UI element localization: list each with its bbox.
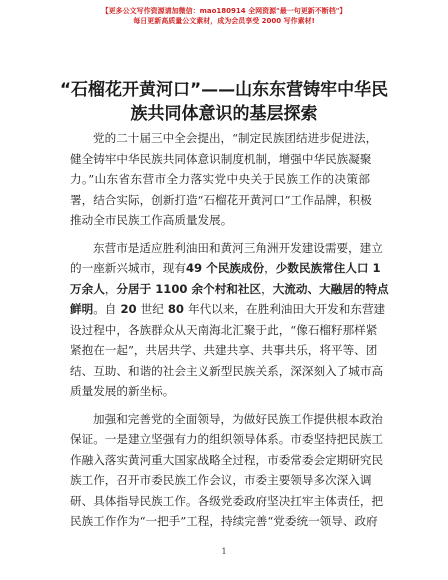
page-number: 1 — [221, 547, 227, 556]
paragraph-line: 东营市是适应胜利油田和黄河三角洲开发建设需要，建立 — [93, 240, 383, 255]
paragraph-line — [70, 258, 381, 279]
text-run: 。自 — [93, 302, 117, 316]
paragraph-line: 结、互助、和谐的社会主义新型民族关系，深深刻入了城市高 — [70, 363, 384, 378]
text-run: 世纪 — [140, 302, 164, 316]
paragraph-line: 族工作，召开市委民族工作会议，市委主要领导多次深入调 — [70, 473, 372, 487]
paragraph-line: 健全铸牢中华民族共同体意识制度机制，增强中华民族凝聚 — [70, 151, 372, 166]
paragraph-line: 紧抱在一起”，共居共学、共建共享、共事共乐，将平等、团 — [70, 343, 378, 357]
paragraph-line: 推动全市民族工作高质量发展。 — [70, 213, 233, 227]
title-line-1: “石榴花开黄河口”——山东东营铸牢中华民 — [59, 80, 389, 100]
paragraph-line: 力。”山东省东营市全力落实党中央关于民族工作的决策部 — [70, 172, 370, 186]
paragraph-line: 保证。一是建立坚强有力的组织领导体系。市委坚持把民族工 — [70, 432, 384, 446]
bold-text-run: 20 — [116, 302, 141, 316]
bold-text-run: 49 个民族成份 — [185, 261, 265, 275]
paragraph-1 — [70, 128, 378, 231]
paragraph-3 — [70, 409, 384, 532]
document-title — [50, 78, 398, 126]
document-body — [70, 128, 389, 539]
paragraph-line: 署，结合实际，创新打造“石榴花开黄河口”工作品牌，积极 — [70, 192, 372, 207]
bold-text-run: 80 — [163, 302, 189, 316]
text-run: ， — [264, 261, 276, 275]
paragraph-line — [70, 279, 389, 300]
bold-text-run: 万余人 — [70, 281, 105, 296]
text-run: 年代以来，在胜利油田大开发和东营建 — [188, 302, 386, 316]
paragraph-line: 质量发展的新坐标。 — [70, 384, 175, 398]
bold-text-run: 少数民族常住人口 1 — [275, 261, 381, 275]
paragraph-line — [70, 299, 386, 320]
text-run: ， — [104, 281, 117, 296]
paragraph-line: 加强和完善党的全面领导，为做好民族工作提供根本政治 — [93, 411, 383, 426]
banner-line-1: 【更多公文写作资源请加微信：mao180914 全网资源"最一句更新不断档"】 — [101, 7, 347, 15]
bold-text-run: 大流动、大融居的特点 — [272, 281, 389, 296]
paragraph-line: 研、具体指导民族工作。各级党委政府坚决扛牢主体责任，把 — [70, 493, 384, 508]
paragraph-line: 作融入落实黄河重大国家战略全过程，市委常委会定期研究民 — [70, 452, 384, 467]
banner-line-2: 每日更新高质量公文素材，成为会员享受 2000 写作素材! — [133, 17, 315, 25]
bold-text-run: 鲜明 — [70, 302, 94, 316]
text-run: ， — [261, 281, 273, 296]
text-run: 的一座新兴城市，现有 — [70, 261, 186, 275]
header-banner — [0, 6, 448, 26]
paragraph-line: 党的二十届三中全会提出，“制定民族团结进步促进法， — [93, 131, 378, 145]
paragraph-2 — [70, 238, 389, 402]
title-line-2: 族共同体意识的基层探索 — [130, 104, 318, 124]
paragraph-line: 设过程中，各族群众从天南海北汇聚于此，“像石榴籽那样紧 — [70, 322, 378, 337]
paragraph-line: 民族工作作为“一把手”工程，持续完善“党委统一领导、政府 — [70, 514, 378, 528]
bold-text-run: 分居于 1100 余个村和社区 — [116, 281, 262, 296]
